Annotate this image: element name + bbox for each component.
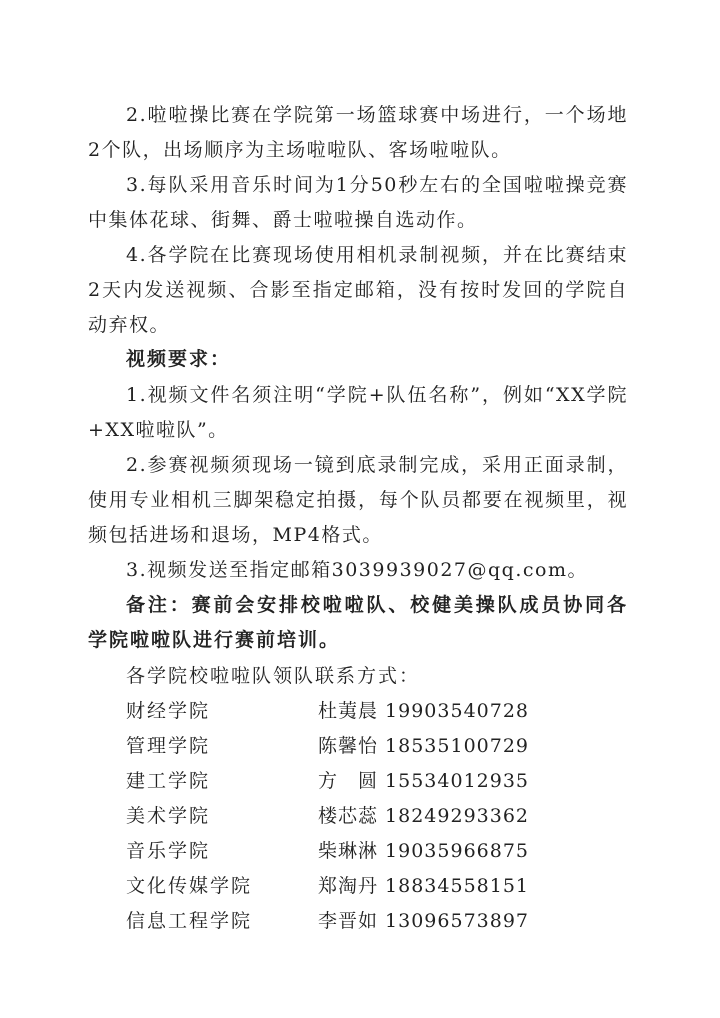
video-requirement-1: 1.视频文件名须注明“学院+队伍名称”，例如“XX学院+XX啦啦队”。 [88, 384, 628, 441]
contact-college: 财经学院 [126, 700, 211, 722]
contact-college: 音乐学院 [126, 840, 211, 862]
contact-row [126, 694, 606, 729]
contact-row [126, 834, 606, 869]
video-requirement-2: 2.参赛视频须现场一镜到底录制完成，采用正面录制，使用专业相机三脚架稳定拍摄，每个队员都要在视频里，视频包括进场和退场，MP4格式。 [88, 454, 628, 546]
contact-row [126, 904, 606, 939]
contact-row [126, 869, 606, 904]
contacts-intro: 各学院校啦啦队领队联系方式： [126, 665, 421, 687]
contact-row [126, 729, 606, 764]
contact-person: 陈馨怡 18535100729 [318, 735, 530, 757]
video-requirements-heading: 视频要求： [126, 348, 232, 370]
contact-person: 柴琳淋 19035966875 [318, 840, 530, 862]
contact-person: 楼芯蕊 18249293362 [318, 805, 530, 827]
contact-college: 美术学院 [126, 805, 211, 827]
rule-paragraph-3: 3.每队采用音乐时间为1分50秒左右的全国啦啦操竞赛中集体花球、街舞、爵士啦啦操自选动作。 [88, 174, 628, 231]
contact-college: 建工学院 [126, 770, 211, 792]
contact-college: 信息工程学院 [126, 910, 253, 932]
contact-person: 郑淘丹 18834558151 [318, 875, 530, 897]
rule-paragraph-2: 2.啦啦操比赛在学院第一场篮球赛中场进行，一个场地2个队，出场顺序为主场啦啦队、客场啦啦队。 [88, 104, 628, 161]
rule-paragraph-4: 4.各学院在比赛现场使用相机录制视频，并在比赛结束2天内发送视频、合影至指定邮箱，没有按时发回的学院自动弃权。 [88, 244, 628, 336]
contact-person: 杜荑晨 19903540728 [318, 700, 530, 722]
contact-row [126, 799, 606, 834]
training-note: 备注：赛前会安排校啦啦队、校健美操队成员协同各学院啦啦队进行赛前培训。 [88, 594, 628, 651]
contact-row [126, 764, 606, 799]
contact-person: 李晋如 13096573897 [318, 910, 530, 932]
video-requirement-3: 3.视频发送至指定邮箱3039939027@qq.com。 [126, 559, 588, 581]
contact-college: 管理学院 [126, 735, 211, 757]
contact-person: 方 圆 15534012935 [318, 770, 530, 792]
contact-college: 文化传媒学院 [126, 875, 253, 897]
